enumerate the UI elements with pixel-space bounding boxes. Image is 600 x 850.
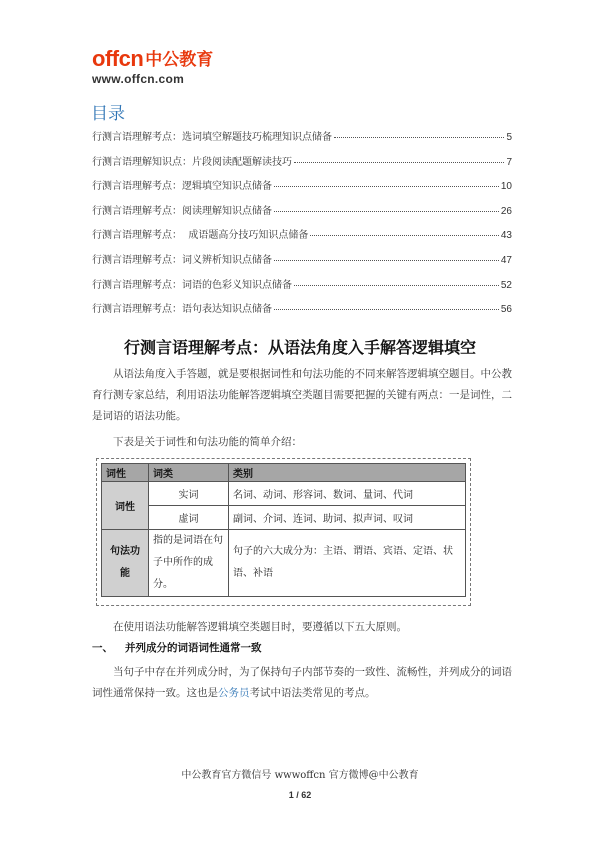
table-cell: 指的是词语在句子中所作的成分。: [149, 530, 229, 597]
civil-servant-link[interactable]: 公务员: [218, 687, 250, 699]
article-title: 行测言语理解考点：从语法角度入手解答逻辑填空: [123, 338, 476, 357]
table-row: [102, 530, 466, 597]
table-intro-paragraph: 下表是关于词性和句法功能的简单介绍：: [113, 436, 302, 448]
toc-entry-text: 行测言语理解考点：逻辑填空知识点储备: [92, 181, 272, 193]
section-text-b: 考试中语法类常见的考点。: [249, 687, 376, 699]
table-cell: 副词、介词、连词、助词、拟声词、叹词: [229, 506, 466, 530]
toc-title: 目录: [91, 104, 125, 124]
table-header-row: [102, 464, 466, 482]
toc-entry[interactable]: [92, 202, 512, 227]
section-text-a: 当句子中存在并列成分时，为了保持句子内部节奏的一致性、流畅性，并列成分的词语词性通常保持一致。这也是: [92, 666, 512, 699]
toc-leader-dots: [274, 186, 499, 187]
section-heading: [92, 640, 262, 655]
intro-paragraph: 从语法角度入手答题，就是要根据词性和句法功能的不同来解答逻辑填空题目。中公教育行测专家总结，利用语法功能解答逻辑填空类题目需要把握的关键有两点：一是词性，二是词语的语法功能。: [92, 368, 512, 422]
toc-leader-dots: [294, 285, 499, 286]
toc-entry-page: 56: [500, 304, 512, 316]
toc-entry[interactable]: [92, 128, 512, 153]
toc-entry[interactable]: [92, 251, 512, 276]
section-number: 一、: [92, 642, 113, 654]
toc-entry-text: 行测言语理解考点：阅读理解知识点储备: [92, 205, 272, 217]
table-cell: 实词: [149, 482, 229, 506]
table-header: 词性: [102, 464, 149, 482]
toc-entry-page: 10: [500, 181, 512, 193]
toc-entry-page: 43: [500, 230, 512, 242]
offcn-logo: [92, 48, 213, 86]
row-group-label: 词性: [102, 482, 149, 530]
toc-entry-page: 5: [506, 132, 512, 143]
logo-url: www.offcn.com: [92, 72, 185, 86]
logo-text-en: offcn: [92, 46, 144, 71]
toc-entry-text: 行测言语理解考点：选词填空解题技巧梳理知识点储备: [92, 132, 332, 143]
toc-leader-dots: [274, 260, 499, 261]
toc-entry-text: 行测言语理解考点：词义辨析知识点储备: [92, 254, 272, 266]
toc-entry[interactable]: [92, 153, 512, 178]
table-header: 类别: [229, 464, 466, 482]
toc-entry-page: 26: [500, 205, 512, 217]
toc-entry[interactable]: [92, 300, 512, 325]
toc-leader-dots: [310, 235, 499, 236]
toc-entry[interactable]: [92, 177, 512, 202]
toc-entry-text: 行测言语理解考点：语句表达知识点储备: [92, 304, 272, 316]
table-cell: 虚词: [149, 506, 229, 530]
toc-entry-page: 7: [506, 156, 512, 168]
toc-leader-dots: [274, 211, 499, 212]
table-cell: 句子的六大成分为：主语、谓语、宾语、定语、状语、补语: [229, 530, 466, 597]
toc-entry[interactable]: [92, 276, 512, 301]
toc-entry-text: 行测言语理解考点： 成语题高分技巧知识点储备: [92, 230, 309, 242]
grammar-table-frame: [96, 458, 471, 606]
table-row: [102, 506, 466, 530]
table-header: 词类: [149, 464, 229, 482]
toc-entry-text: 行测言语理解考点：词语的色彩义知识点储备: [92, 279, 292, 291]
grammar-table: [101, 463, 466, 597]
toc-leader-dots: [274, 309, 499, 310]
table-of-contents: [92, 128, 512, 325]
section-title: 并列成分的词语词性通常一致: [125, 642, 262, 654]
row-group-label: 句法功能: [102, 530, 149, 597]
toc-entry-text: 行测言语理解知识点：片段阅读配题解读技巧: [92, 156, 292, 168]
after-table-paragraph: 在使用语法功能解答逻辑填空类题目时，要遵循以下五大原则。: [113, 621, 407, 633]
toc-leader-dots: [334, 137, 504, 138]
footer-text: 中公教育官方微信号 wwwoffcn 官方微博@中公教育: [181, 770, 419, 781]
section-paragraph: [92, 662, 512, 704]
logo-text-cn: 中公教育: [145, 50, 214, 70]
table-cell: 名词、动词、形容词、数词、量词、代词: [229, 482, 466, 506]
page-number: 1 / 62: [288, 790, 312, 800]
toc-entry-page: 52: [500, 279, 512, 291]
table-row: [102, 482, 466, 506]
toc-entry-page: 47: [500, 254, 512, 266]
toc-entry[interactable]: [92, 226, 512, 251]
toc-leader-dots: [294, 162, 504, 163]
